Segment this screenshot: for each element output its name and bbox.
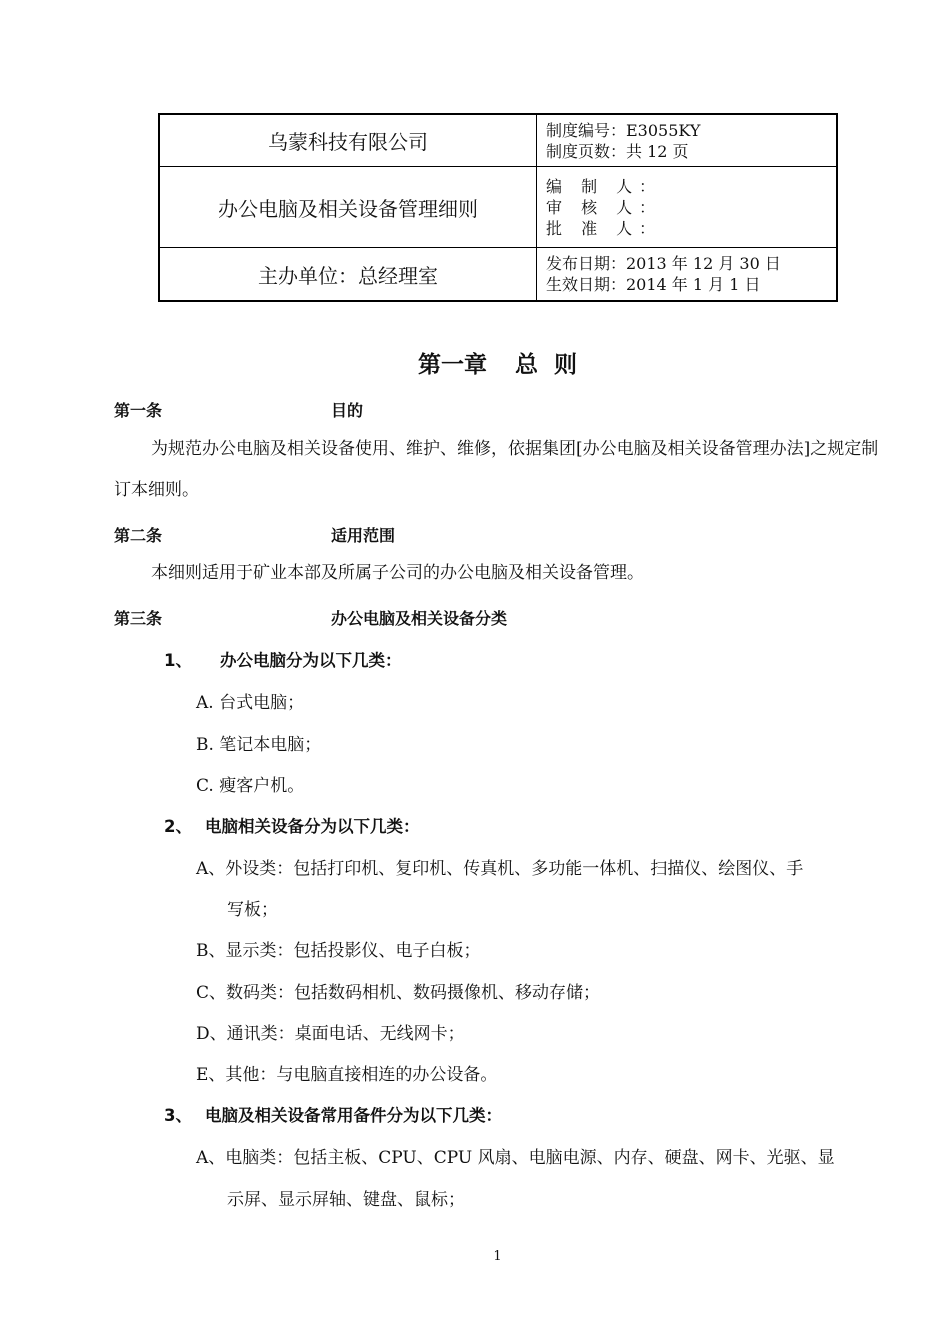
paragraph-text: 为规范办公电脑及相关设备使用、维护、维修，依据集团[办公电脑及相关设备管理办法]之规定制订本细则。: [114, 439, 879, 500]
section-number: 3、: [164, 1106, 192, 1125]
list-item: B. 笔记本电脑；: [196, 735, 322, 755]
doc-pages: 制度页数：共 12 页: [546, 141, 689, 161]
section-number: 1、: [164, 651, 192, 670]
section-title: 电脑相关设备分为以下几类：: [205, 817, 420, 836]
page-number: 1: [493, 1249, 502, 1264]
list-item: D、通讯类：桌面电话、无线网卡；: [196, 1024, 465, 1044]
article-heading: [114, 398, 364, 421]
article-number: 第三条: [114, 609, 163, 628]
effective-date: 生效日期：2014 年 1 月 1 日: [546, 275, 761, 294]
list-item: A、外设类：包括打印机、复印机、传真机、多功能一体机、扫描仪、绘图仪、手: [196, 859, 804, 879]
document-header-table: [158, 113, 838, 302]
article-heading: [114, 606, 508, 629]
article-paragraph: [114, 429, 884, 511]
section-title: 电脑及相关设备常用备件分为以下几类：: [205, 1106, 502, 1125]
list-item: E、其他：与电脑直接相连的办公设备。: [196, 1065, 498, 1085]
section-number: 2、: [164, 817, 192, 836]
list-item: A、电脑类：包括主板、CPU、CPU 风扇、电脑电源、内存、硬盘、网卡、光驱、显: [196, 1148, 835, 1168]
article-heading: [114, 523, 396, 546]
article-title: 办公电脑及相关设备分类: [331, 609, 508, 628]
list-item-continuation: 写板；: [227, 900, 278, 920]
approver-field: 批 准 人：: [546, 218, 663, 238]
article-number: 第二条: [114, 526, 163, 545]
paragraph-text: 本细则适用于矿业本部及所属子公司的办公电脑及相关设备管理。: [151, 563, 644, 583]
list-item-continuation: 示屏、显示屏轴、键盘、鼠标；: [227, 1190, 465, 1210]
chapter-title: 总 则: [514, 352, 577, 378]
host-department: 主办单位：总经理室: [159, 248, 537, 302]
list-item: C、数码类：包括数码相机、数码摄像机、移动存储；: [196, 983, 601, 1003]
article-number: 第一条: [114, 401, 163, 420]
article-title: 目的: [331, 401, 364, 420]
list-item: A. 台式电脑；: [196, 693, 305, 713]
list-item: B、显示类：包括投影仪、电子白板；: [196, 941, 481, 961]
chapter-number: 第一章: [417, 352, 487, 378]
author-field: 编 制 人：: [546, 176, 663, 196]
chapter-heading: [0, 346, 950, 379]
publish-date: 发布日期：2013 年 12 月 30 日: [546, 254, 781, 273]
doc-code: 制度编号：E3055KY: [546, 120, 701, 140]
company-name: 乌蒙科技有限公司: [159, 114, 537, 167]
document-title: 办公电脑及相关设备管理细则: [159, 167, 537, 248]
section-title: 办公电脑分为以下几类：: [220, 651, 402, 670]
list-item: C. 瘦客户机。: [196, 776, 305, 796]
article-paragraph: [114, 553, 884, 594]
reviewer-field: 审 核 人：: [546, 197, 663, 217]
article-title: 适用范围: [331, 526, 396, 545]
